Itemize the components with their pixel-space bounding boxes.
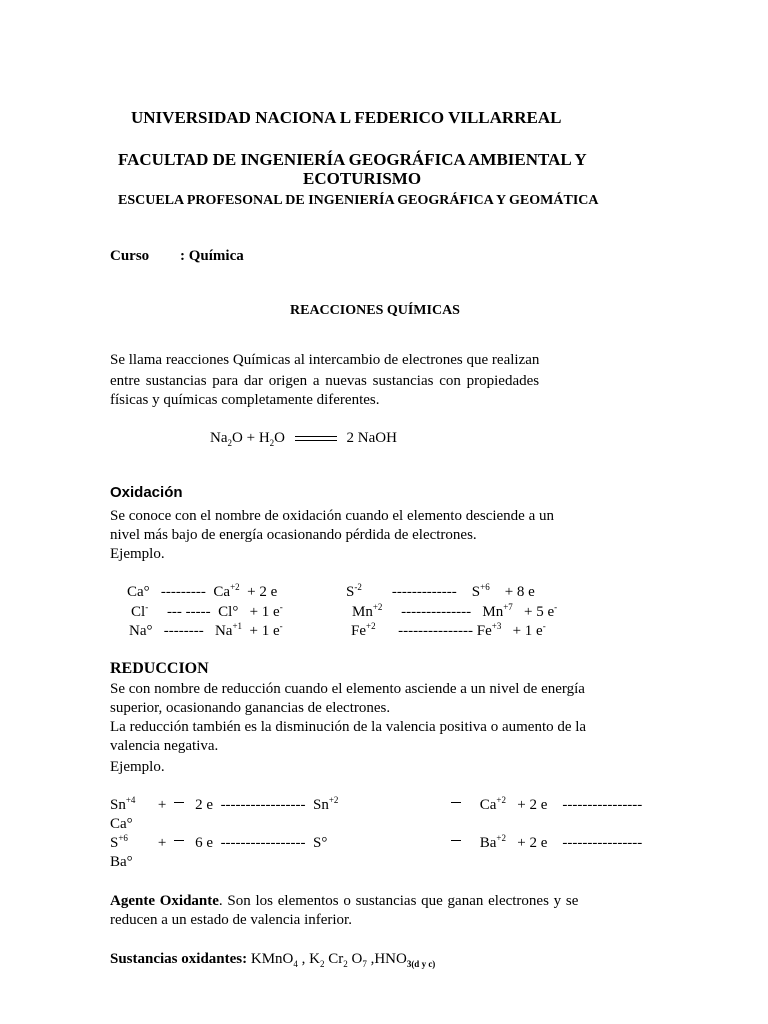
oxidizing-agent-line-2: reducen a un estado de valencia inferior. [110,912,352,928]
reduction-row-2-right: $Ba^{+2}$ + 2 e ---------------- [451,834,642,853]
reduction-row-2-wrap: Ba° [110,854,133,870]
minus-bar [174,802,184,803]
page-title: REACCIONES QUÍMICAS [290,303,460,318]
oxidation-heading: Oxidación [110,484,183,501]
reduction-row-1-left: $Sn^{+4}$ + 2 e ----------------- $Sn^{+2}$ [110,795,339,813]
oxidation-row-2-left: Cl- --- ----- Cl° + 1 e- [131,602,283,620]
reduction-row-1-right: $Ca^{+2}$ + 2 e ---------------- [451,796,642,815]
reduction-line-4: valencia negativa. [110,738,219,754]
oxidation-example: Ejemplo. [110,546,165,562]
substance-k2cr2o7: $K_2$ $Cr_2$ $O_7$ [309,951,367,969]
oxidation-row-1-right: $S^{-2}$ ------------- $S^{+6}$ + 8 e [346,582,535,600]
substance-kmno4: KMnO$_4$ [250,951,298,969]
university-name: UNIVERSIDAD NACIONA L FEDERICO VILLARREAL [131,108,562,127]
reduction-heading: REDUCCION [110,660,209,677]
oxidation-line-1: Se conoce con el nombre de oxidación cuando el elemento desciende a un [110,508,554,524]
substance-hno3: $HNO_{3(d y c)}$ [374,951,436,969]
oxidizing-agent-label: Agente Oxidante [110,893,219,909]
intro-line-2: entre sustancias para dar origen a nuevas sustancias con propiedades [110,373,540,389]
course-value: : Química [180,248,244,264]
reduction-line-3: La reducción también es la disminución de la valencia positiva o aumento de la [110,719,587,735]
oxidation-row-1-left: Ca° --------- $Ca^{+2} + 2$ e [127,582,278,600]
minus-bar [174,840,184,841]
reduction-example: Ejemplo. [110,759,165,775]
course-label: Curso [110,248,150,264]
minus-bar [451,802,461,803]
reduction-line-1: Se con nombre de reducción cuando el elemento asciende a un nivel de energía [110,681,585,697]
reduction-line-2: superior, ocasionando ganancias de electrones. [110,700,391,716]
faculty-line-2: ECOTURISMO [303,169,422,188]
minus-bar [451,840,461,841]
reactant-2: $H_2O$ [258,430,285,448]
school-name: ESCUELA PROFESONAL DE INGENIERÍA GEOGRÁFICA Y GEOMÁTICA [118,193,599,208]
oxidizing-substances-label: Sustancias oxidantes: [110,951,248,967]
reactant-1: $Na_2O$ [210,430,243,448]
oxidation-row-3-right: $Fe^{+2}$ --------------- $Fe^{+3}$ + 1 e- [351,621,546,639]
reduction-row-1-wrap: Ca° [110,816,133,832]
oxidation-row-2-right: $Mn^{+2}$ -------------- $Mn^{+7}$ + 5 e- [352,602,558,620]
faculty-line-1: FACULTAD DE INGENIERÍA GEOGRÁFICA AMBIENTAL Y [118,150,587,169]
oxidizing-substances: Sustancias oxidantes: KMnO$_4$ , $K_2$ $Cr_2$ $O_7$ $,HNO_{3(d y c)}$ [110,951,436,969]
reduction-row-2-left: $S^{+6}$ + 6 e ----------------- S° [110,833,328,851]
equals-arrow [295,436,337,441]
oxidizing-agent-text: . Son los elementos o sustancias que ganan electrones y se [218,893,579,909]
oxidation-line-2: nivel más bajo de energía ocasionando pérdida de electrones. [110,527,477,543]
oxidizing-agent-line-1 [110,892,578,911]
oxidation-row-3-left: Na° -------- $Na^{+1} + 1$ e- [129,621,283,639]
intro-line-1: Se llama reacciones Químicas al intercambio de electrones que realizan [110,352,540,368]
chemical-equation [210,429,397,448]
plus-sign: + [246,430,256,446]
intro-line-3: físicas y químicas completamente diferentes. [110,392,380,408]
product: 2 NaOH [346,430,397,446]
